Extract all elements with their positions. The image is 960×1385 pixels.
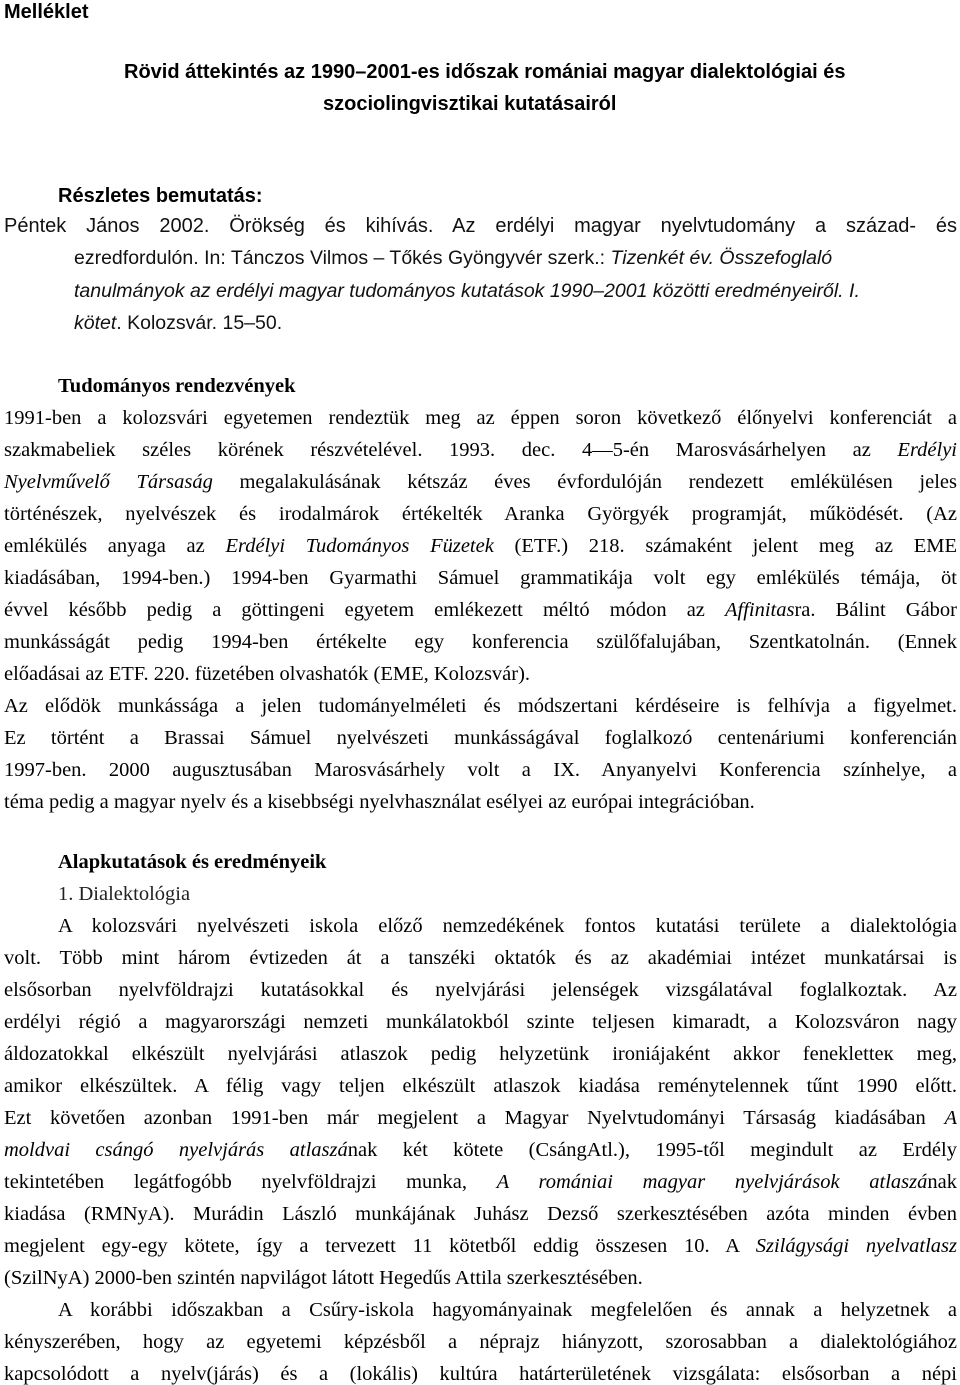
research-text: tekintetében legátfogóbb nyelvföldrajzi munka, bbox=[4, 1171, 497, 1193]
events-line-2 bbox=[4, 440, 957, 461]
research-line-13: A korábbi időszakban a Csűry-iskola hagyományainak megfelelően és annak a helyzetnek a bbox=[58, 1299, 957, 1321]
events-text: megalakulásának kétszáz éves évfordulóján rendezett emlékülésen jeles bbox=[212, 471, 957, 493]
reference-line-4 bbox=[74, 314, 282, 334]
reference-line-1: Péntek János 2002. Örökség és kihívás. Az erdélyi magyar nyelvtudomány a század- és bbox=[4, 215, 957, 237]
research-italic: A bbox=[944, 1107, 957, 1129]
research-line-14: kényszerében, hogy az egyetemi képzésből a néprajz hiányzott, szorosabban a dialektológiához bbox=[4, 1331, 957, 1353]
document-title-line-1: Rövid áttekintés az 1990–2001-es időszak romániai magyar dialektológiai és bbox=[124, 61, 846, 83]
events-line-4: történészek, nyelvészek és irodalmárok értékelték Aranka Györgyék programját, működését. (Az bbox=[4, 503, 957, 525]
events-line-13: téma pedig a magyar nyelv és a kisebbségi nyelvhasználat esélyei az európai integrációban. bbox=[4, 791, 755, 813]
research-heading: Alapkutatások és eredményeik bbox=[58, 851, 327, 873]
events-line-5 bbox=[4, 536, 957, 557]
research-line-10: kiadása (RMNyA). Murádin László munkájának Juhász Dezső szerkesztésében azóta minden évben bbox=[4, 1203, 957, 1225]
events-heading: Tudományos rendezvények bbox=[58, 375, 296, 397]
reference-book-title: Tizenkét év. Összefoglaló bbox=[610, 247, 833, 269]
events-italic: Affinitas bbox=[724, 599, 795, 621]
research-text: nak bbox=[927, 1171, 957, 1193]
events-line-8: munkásságát pedig 1994-ben értékelte egy konferencia szülőfalujában, Szentkatolnán. (Ennek bbox=[4, 631, 957, 653]
research-line-8 bbox=[4, 1140, 957, 1161]
research-line-11 bbox=[4, 1236, 957, 1257]
events-italic: Nyelvművelő Társaság bbox=[4, 471, 213, 493]
document-title-line-2: szociolingvisztikai kutatásairól bbox=[323, 93, 617, 115]
events-italic: Erdélyi Tudományos Füzetek bbox=[225, 535, 494, 557]
research-line-3: elsősorban nyelvföldrajzi kutatásokkal és nyelvjárási jelenségek vizsgálatával foglalkoztak. Az bbox=[4, 979, 957, 1001]
events-line-6: kiadásában, 1994-ben.) 1994-ben Gyarmathi Sámuel grammatikája volt egy emlékülés témája, öt bbox=[4, 567, 957, 589]
research-line-2: volt. Több mint három évtizeden át a tanszéki oktatók és az akadémiai intézet munkatársai is bbox=[4, 947, 957, 969]
research-subheading: 1. Dialektológia bbox=[58, 883, 191, 905]
research-line-7 bbox=[4, 1108, 957, 1129]
reference-text: ezredfordulón. In: Tánczos Vilmos – Tőkés Gyöngyvér szerk.: bbox=[74, 247, 611, 269]
research-line-9 bbox=[4, 1172, 957, 1193]
research-line-6: amikor elkészültek. A félig vagy teljen elkészült atlaszok kiadása reménytelennek tűnt 1990 előtt. bbox=[4, 1075, 957, 1097]
events-line-3 bbox=[4, 472, 957, 493]
research-text: Ezt követően azonban 1991-ben már megjelent a Magyar Nyelvtudományi Társaság kiadásában bbox=[4, 1107, 945, 1129]
research-line-5: áldozatokkal elkészült nyelvjárási atlaszok pedig helyzetünk ironiájaként akkor fenekletteк meg, bbox=[4, 1043, 957, 1065]
research-line-12: (SzilNyA) 2000-ben szintén napvilágot látott Hegedűs Attila szerkesztésében. bbox=[4, 1267, 643, 1289]
reference-volume: kötet bbox=[74, 312, 117, 334]
events-text: (ETF.) 218. számaként jelent meg az EME bbox=[493, 535, 957, 557]
reference-place-pages: . Kolozsvár. 15–50. bbox=[116, 312, 283, 334]
events-line-10: Az elődök munkássága a jelen tudományelméleti és módszertani kérdéseire is felhívja a figyelmet. bbox=[4, 695, 957, 717]
research-italic: A romániai magyar nyelvjárások atlaszá bbox=[496, 1171, 928, 1193]
appendix-label: Melléklet bbox=[4, 1, 89, 23]
research-italic: moldvai csángó nyelvjárás atlaszá bbox=[4, 1139, 348, 1161]
events-text: évvel később pedig a göttingeni egyetem emlékezett méltó módon az bbox=[4, 599, 725, 621]
events-text: emlékülés anyaga az bbox=[4, 535, 226, 557]
events-line-9: előadásai az ETF. 220. füzetében olvashatók (EME, Kolozsvár). bbox=[4, 663, 531, 685]
events-text: szakmabeliek széles körének részvételével. 1993. dec. 4—5-én Marosvásárhelyen az bbox=[4, 439, 898, 461]
events-line-12: 1997-ben. 2000 augusztusában Marosvásárhely volt a IX. Anyanyelvi Konferencia színhelye, a bbox=[4, 759, 957, 781]
events-text: ra. Bálint Gábor bbox=[794, 599, 957, 621]
research-italic: Szilágysági nyelvatlasz bbox=[755, 1235, 958, 1257]
events-italic: Erdélyi bbox=[897, 439, 957, 461]
research-line-15: kapcsolódott a nyelv(járás) és a (lokális) kultúra határterületének vizsgálata: elsősorban a népi bbox=[4, 1363, 957, 1385]
research-text: megjelent egy-egy kötete, így a tervezett 11 kötetből eddig összesen 10. A bbox=[4, 1235, 756, 1257]
reference-line-3: tanulmányok az erdélyi magyar tudományos kutatások 1990–2001 közötti eredményeiről. I. bbox=[74, 280, 860, 302]
events-line-1: 1991-ben a kolozsvári egyetemen rendeztük meg az éppen soron következő élőnyelvi konferenciát a bbox=[4, 407, 957, 429]
details-heading: Részletes bemutatás: bbox=[58, 185, 263, 207]
research-line-4: erdélyi régió a magyarországi nemzeti munkálatokból szinte teljesen kimaradt, a Kolozsváron nagy bbox=[4, 1011, 957, 1033]
research-text: nak két kötete (CsángAtl.), 1995-től megindult az Erdély bbox=[347, 1139, 957, 1161]
research-line-1: A kolozsvári nyelvészeti iskola előző nemzedékének fontos kutatási területe a dialektológia bbox=[58, 915, 957, 937]
events-line-11: Ez történt a Brassai Sámuel nyelvészeti munkásságával foglalkozó centenáriumi konferencián bbox=[4, 727, 957, 749]
reference-line-2 bbox=[74, 249, 832, 269]
events-line-7 bbox=[4, 600, 957, 621]
